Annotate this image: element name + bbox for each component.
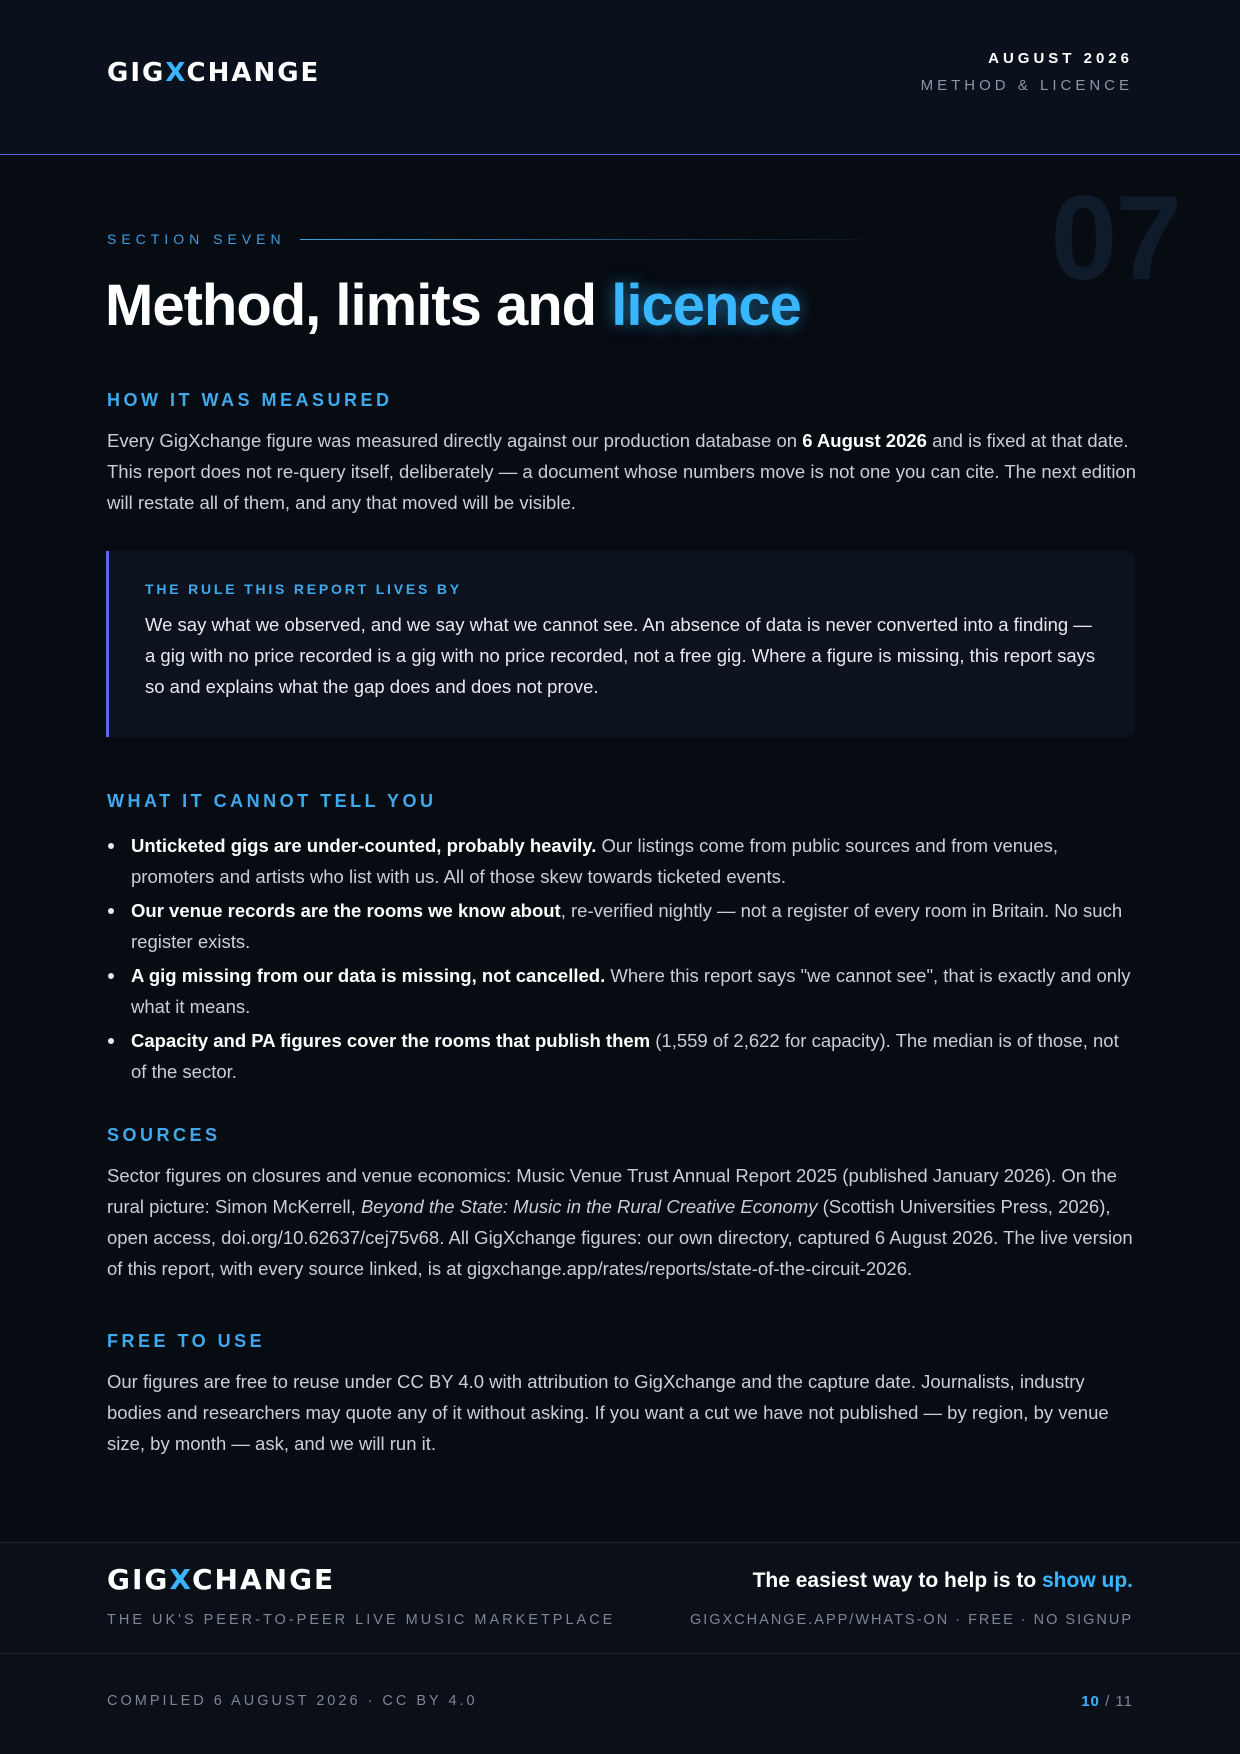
measured-paragraph: Every GigXchange figure was measured directly against our production database on 6 August 2026 and is fixed at that date. This report does not re-query itself, deliberately — a document whose numbers move is not one you can cite. The next edition will restate all of them, and any that moved will be visible. [107, 430, 1137, 513]
heading-cannot-tell: WHAT IT CANNOT TELL YOU [107, 791, 437, 811]
book-title: Beyond the State: Music in the Rural Creative Economy [360, 1196, 818, 1217]
page-header [0, 0, 1240, 155]
sources-paragraph: Sector figures on closures and venue economics: Music Venue Trust Annual Report 2025 (published January 2026). On the rural picture: Simon McKerrell, Beyond the State: Music in the Rural Creative Economy (Scottish Universities Press, 2026), open access, doi.org/10.62637/cej75v68. All GigXchange figures: our own directory, captured 6 August 2026. The live version of this report, with every source linked, is at gigxchange.app/rates/reports/state-of-the-circuit-2026. [107, 1165, 1133, 1279]
list-item: Unticketed gigs are under-counted, probably heavily. Our listings come from public sources and from venues, promoters and artists who list with us. All of those skew towards ticketed events. [107, 830, 1137, 892]
compiled-note: COMPILED 6 AUGUST 2026 · CC BY 4.0 [107, 1693, 478, 1709]
rule-callout [106, 551, 1135, 737]
eyebrow-label: SECTION SEVEN [107, 231, 286, 247]
page-title: Method, limits and licence [105, 273, 801, 338]
title-accent: licence [611, 273, 801, 338]
show-up-link[interactable]: show up. [1042, 1569, 1133, 1592]
licence-paragraph: Our figures are free to reuse under CC BY 4.0 with attribution to GigXchange and the capture date. Journalists, industry bodies and researchers may quote any of it without asking. If you want a cut we have not published — by region, by venue size, by month — ask, and we will run it. [107, 1371, 1109, 1454]
callout-heading: THE RULE THIS REPORT LIVES BY [145, 581, 462, 597]
eyebrow-rule [300, 239, 890, 240]
footer-tagline: THE UK'S PEER-TO-PEER LIVE MUSIC MARKETPLACE [107, 1612, 616, 1628]
footer-divider [0, 1653, 1240, 1654]
limits-list [107, 830, 1137, 1090]
footer-url: GIGXCHANGE.APP/WHATS-ON · FREE · NO SIGNUP [689, 1612, 1133, 1628]
logo: GIGXCHANGE [107, 58, 321, 88]
header-subtitle: METHOD & LICENCE [920, 77, 1133, 94]
section-eyebrow [107, 231, 890, 247]
footer-logo: GIGXCHANGE [107, 1563, 336, 1596]
heading-how-measured: HOW IT WAS MEASURED [107, 390, 393, 410]
list-item: A gig missing from our data is missing, not cancelled. Where this report says "we cannot see", that is exactly and only what it means. [107, 960, 1137, 1022]
edition-date: AUGUST 2026 [988, 50, 1133, 67]
header-meta [921, 50, 1133, 94]
heading-free-to-use: FREE TO USE [107, 1331, 266, 1351]
page-indicator: 10 / 11 [1081, 1693, 1133, 1710]
footer-cta: The easiest way to help is to show up. [752, 1569, 1133, 1592]
list-item: Capacity and PA figures cover the rooms that publish them (1,559 of 2,622 for capacity). The median is of those, not of the sector. [107, 1025, 1137, 1087]
callout-text: We say what we observed, and we say what we cannot see. An absence of data is never converted into a finding — a gig with no price recorded is a gig with no price recorded, not a free gig. Where a figure is missing, this report says so and explains what the gap does and does not prove. [145, 614, 1096, 697]
heading-sources: SOURCES [107, 1125, 221, 1145]
section-number: 07 [1050, 171, 1180, 305]
list-item: Our venue records are the rooms we know about, re-verified nightly — not a register of every room in Britain. No such register exists. [107, 895, 1137, 957]
